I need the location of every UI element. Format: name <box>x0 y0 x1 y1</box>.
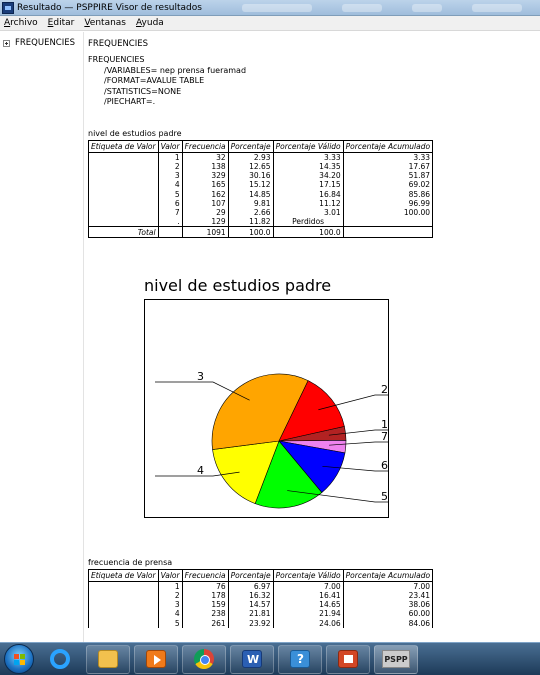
table-cell: 5 <box>158 619 182 628</box>
table-cell: 4 <box>158 180 182 189</box>
table-row <box>89 217 433 227</box>
table-cell: 16.32 <box>228 591 273 600</box>
table-cell: 107 <box>182 199 228 208</box>
table-cell <box>158 227 182 238</box>
table-cell: 7.00 <box>273 582 343 592</box>
table-cell: . <box>158 217 182 227</box>
table-cell <box>89 190 159 199</box>
taskbar-powerpoint[interactable] <box>326 645 370 674</box>
table-cell: 17.15 <box>273 180 343 189</box>
powerpoint-icon <box>338 650 358 668</box>
table-cell <box>89 591 159 600</box>
menu-editar[interactable]: Editar <box>47 18 75 28</box>
table-cell: 12.65 <box>228 162 273 171</box>
table-cell: 16.41 <box>273 591 343 600</box>
taskbar-media-player[interactable] <box>134 645 178 674</box>
table-cell: 23.41 <box>343 591 432 600</box>
column-header: Valor <box>158 570 182 582</box>
table-cell: 14.57 <box>228 600 273 609</box>
taskbar <box>0 642 540 675</box>
pie-slice-label: 1 <box>381 418 388 431</box>
taskbar-internet-explorer[interactable] <box>38 645 82 674</box>
table-row <box>89 600 433 609</box>
output-heading: FREQUENCIES <box>88 39 149 49</box>
table-cell: 51.87 <box>343 171 432 180</box>
pie-chart <box>144 299 389 518</box>
table-cell <box>343 217 432 227</box>
table-cell: 3.01 <box>273 208 343 217</box>
table-caption: nivel de estudios padre <box>88 129 182 138</box>
table-cell: 6 <box>158 199 182 208</box>
table-cell: 69.02 <box>343 180 432 189</box>
table-total-row <box>89 227 433 238</box>
app-icon <box>2 2 14 14</box>
folder-icon <box>98 650 118 668</box>
table-row <box>89 619 433 628</box>
pie-slice-label: 4 <box>197 464 204 477</box>
column-header: Porcentaje Acumulado <box>343 570 432 582</box>
media-player-icon <box>146 650 166 668</box>
syntax-line: FREQUENCIES <box>88 55 145 64</box>
table-cell: 84.06 <box>343 619 432 628</box>
chrome-icon <box>194 649 214 669</box>
syntax-line: /PIECHART=. <box>104 97 156 106</box>
table-cell: 3 <box>158 600 182 609</box>
table-row <box>89 199 433 208</box>
column-header: Frecuencia <box>182 570 228 582</box>
syntax-line: /FORMAT=AVALUE TABLE <box>104 76 205 85</box>
table-cell <box>89 162 159 171</box>
table-cell: 159 <box>182 600 228 609</box>
table-cell <box>89 582 159 592</box>
table-row <box>89 180 433 189</box>
table-cell: 15.12 <box>228 180 273 189</box>
table-cell: 21.94 <box>273 609 343 618</box>
table-cell: 138 <box>182 162 228 171</box>
syntax-block <box>88 55 246 108</box>
title-bar <box>0 0 540 16</box>
tree-node-frequencies[interactable] <box>3 38 75 48</box>
taskbar-chrome[interactable] <box>182 645 226 674</box>
table-cell: 162 <box>182 190 228 199</box>
table-cell <box>89 180 159 189</box>
table-cell: 3 <box>158 171 182 180</box>
syntax-line: /VARIABLES= nep prensa fueramad <box>104 65 247 75</box>
pie-slice-label: 7 <box>381 430 388 443</box>
table-cell: 7 <box>158 208 182 217</box>
table-cell <box>89 217 159 227</box>
window-title: Resultado — PSPPIRE Visor de resultados <box>17 2 202 13</box>
tree-node-label: FREQUENCIES <box>15 38 76 48</box>
table-cell: 1 <box>158 153 182 163</box>
table-cell: 14.35 <box>273 162 343 171</box>
table-cell: 2.93 <box>228 153 273 163</box>
table-cell <box>343 227 432 238</box>
column-header: Porcentaje Válido <box>273 141 343 153</box>
table-caption: frecuencia de prensa <box>88 558 173 567</box>
table-cell: 238 <box>182 609 228 618</box>
table-cell: 23.92 <box>228 619 273 628</box>
column-header: Porcentaje Válido <box>273 570 343 582</box>
table-cell: 14.85 <box>228 190 273 199</box>
table-cell: 1091 <box>182 227 228 238</box>
table-cell: 32 <box>182 153 228 163</box>
table-cell: 11.12 <box>273 199 343 208</box>
table-cell <box>89 208 159 217</box>
table-cell: 14.65 <box>273 600 343 609</box>
table-row <box>89 609 433 618</box>
table-cell: 2 <box>158 591 182 600</box>
table-cell: Perdidos <box>273 217 343 227</box>
table-row <box>89 162 433 171</box>
table-cell: 17.67 <box>343 162 432 171</box>
table-cell: 9.81 <box>228 199 273 208</box>
pie-slice-label: 5 <box>381 490 388 503</box>
table-row <box>89 153 433 163</box>
table-cell: 7.00 <box>343 582 432 592</box>
column-header: Porcentaje <box>228 141 273 153</box>
table-cell: 24.06 <box>273 619 343 628</box>
pie-slice-label: 6 <box>381 459 388 472</box>
output-pane[interactable] <box>84 32 540 642</box>
chart-title: nivel de estudios padre <box>144 276 332 295</box>
column-header: Etiqueta de Valor <box>89 570 159 582</box>
table-cell: 16.84 <box>273 190 343 199</box>
menu-ventanas[interactable]: Ventanas <box>84 18 126 28</box>
table-cell: 34.20 <box>273 171 343 180</box>
taskbar-help[interactable] <box>278 645 322 674</box>
expand-plus-icon[interactable] <box>3 40 10 47</box>
help-icon <box>290 650 310 668</box>
table-cell: 38.06 <box>343 600 432 609</box>
syntax-line: /STATISTICS=NONE <box>104 86 182 96</box>
table-cell: 100.00 <box>343 208 432 217</box>
table-cell: 100.0 <box>273 227 343 238</box>
table-cell: 100.0 <box>228 227 273 238</box>
frequency-table-estudios <box>88 140 433 238</box>
table-cell: 11.82 <box>228 217 273 227</box>
column-header: Porcentaje Acumulado <box>343 141 432 153</box>
output-tree <box>0 32 84 642</box>
table-row <box>89 208 433 217</box>
table-cell: 1 <box>158 582 182 592</box>
background-window-titles <box>242 4 522 12</box>
column-header: Valor <box>158 141 182 153</box>
table-cell <box>89 171 159 180</box>
table-cell: 60.00 <box>343 609 432 618</box>
taskbar-file-explorer[interactable] <box>86 645 130 674</box>
menu-bar <box>0 16 540 31</box>
pspp-icon: PSPP <box>382 650 410 668</box>
taskbar-pspp[interactable] <box>374 645 418 674</box>
column-header: Frecuencia <box>182 141 228 153</box>
table-cell: 96.99 <box>343 199 432 208</box>
table-cell: 3.33 <box>273 153 343 163</box>
table-row <box>89 582 433 592</box>
table-cell: 178 <box>182 591 228 600</box>
table-cell: 2 <box>158 162 182 171</box>
pie-slice-label: 3 <box>197 370 204 383</box>
menu-archivo[interactable]: Archivo <box>4 18 38 28</box>
table-cell: 6.97 <box>228 582 273 592</box>
table-cell <box>89 600 159 609</box>
windows-icon <box>14 654 26 666</box>
table-cell <box>89 153 159 163</box>
table-cell <box>89 199 159 208</box>
table-cell: 2.66 <box>228 208 273 217</box>
table-row <box>89 171 433 180</box>
table-cell <box>89 619 159 628</box>
table-row <box>89 190 433 199</box>
table-cell: 85.86 <box>343 190 432 199</box>
internet-explorer-icon <box>50 649 70 669</box>
table-cell: 329 <box>182 171 228 180</box>
taskbar-word[interactable] <box>230 645 274 674</box>
table-row <box>89 591 433 600</box>
table-cell: 3.33 <box>343 153 432 163</box>
table-cell <box>89 609 159 618</box>
table-cell: 30.16 <box>228 171 273 180</box>
pie-slice-label: 2 <box>381 383 388 396</box>
table-cell: Total <box>89 227 159 238</box>
table-cell: 29 <box>182 208 228 217</box>
table-cell: 21.81 <box>228 609 273 618</box>
table-cell: 4 <box>158 609 182 618</box>
table-cell: 76 <box>182 582 228 592</box>
table-cell: 261 <box>182 619 228 628</box>
word-icon <box>242 650 262 668</box>
frequency-table-prensa <box>88 569 433 628</box>
menu-ayuda[interactable]: Ayuda <box>136 18 164 28</box>
table-cell: 165 <box>182 180 228 189</box>
column-header: Etiqueta de Valor <box>89 141 159 153</box>
table-cell: 129 <box>182 217 228 227</box>
column-header: Porcentaje <box>228 570 273 582</box>
table-cell: 5 <box>158 190 182 199</box>
start-button[interactable] <box>4 644 34 674</box>
